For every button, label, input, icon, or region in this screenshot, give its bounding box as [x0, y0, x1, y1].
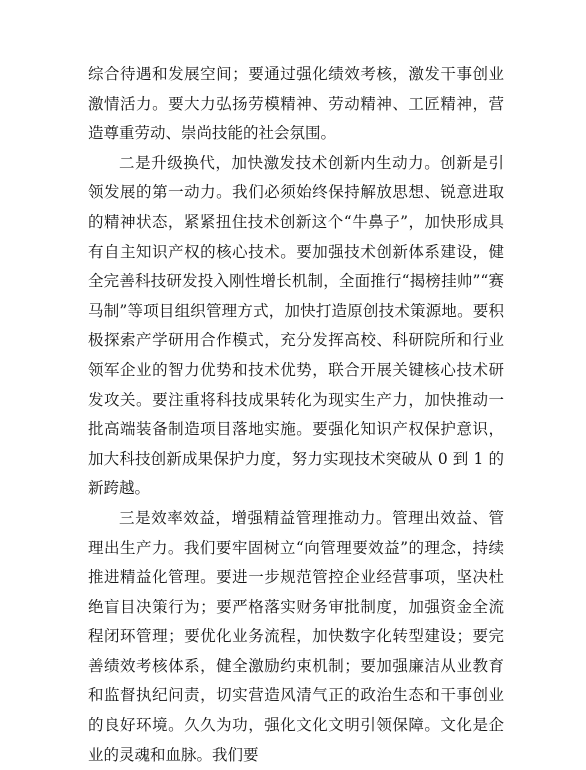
paragraph-2: 二是升级换代，加快激发技术创新内生动力。创新是引领发展的第一动力。我们必须始终保持解放思想、锐意进取的精神状态，紧紧扭住技术创新这个“牛鼻子”，加快形成具有自主知识产权的核心技术。要加强技术创新体系建设，健全完善科技研发投入刚性增长机制，全面推行“揭榜挂帅”“赛马制”等项目组织管理方式，加快打造原创技术策源地。要积极探索产学研用合作模式，充分发挥高校、科研院所和行业领军企业的智力优势和技术优势，联合开展关键核心技术研发攻关。要注重将科技成果转化为现实生产力，加快推动一批高端装备制造项目落地实施。要强化知识产权保护意识，加大科技创新成果保护力度，努力实现技术突破从 0 到 1 的新跨越。 [88, 153, 504, 498]
paragraph-3: 三是效率效益，增强精益管理推动力。管理出效益、管理出生产力。我们要牢固树立“向管理要效益”的理念，持续推进精益化管理。要进一步规范管控企业经营事项，坚决杜绝盲目决策行为；要严格落实财务审批制度，加强资金全流程闭环管理；要优化业务流程，加快数字化转型建设；要完善绩效考核体系，健全激励约束机制；要加强廉洁从业教育和监督执纪问责，切实营造风清气正的政治生态和干事创业的良好环境。久久为功，强化文化文明引领保障。文化是企业的灵魂和血脉。我们要 [88, 508, 504, 764]
body-text [88, 60, 504, 770]
paragraph-1: 综合待遇和发展空间；要通过强化绩效考核，激发干事创业激情活力。要大力弘扬劳模精神、劳动精神、工匠精神，营造尊重劳动、崇尚技能的社会氛围。 [88, 65, 504, 143]
